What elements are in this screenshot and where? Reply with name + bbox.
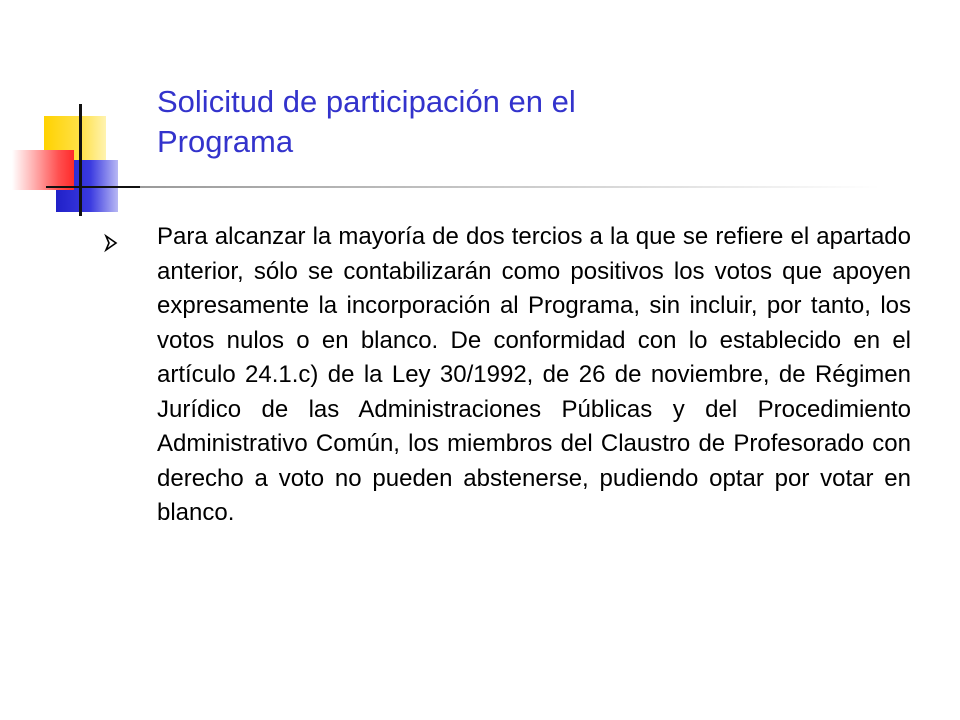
decorative-logo	[0, 0, 140, 230]
title-divider	[140, 186, 880, 188]
logo-horizontal-line	[46, 186, 140, 188]
slide-title: Solicitud de participación en el Programa	[157, 84, 576, 159]
bullet-text: Para alcanzar la mayoría de dos tercios a la que se refiere el apartado anterior, sólo se contabilizarán como positivos los votos que apoyen expresamente la incorporación al Programa, sin incluir, por tanto, los votos nulos o en blanco. De conformidad con lo establecido en el artículo 24.1.c) de la Ley 30/1992, de 26 de noviembre, de Régimen Jurídico de las Administraciones Públicas y del Procedimiento Administrativo Común, los miembros del Claustro de Profesorado con derecho a voto no pueden abstenerse, pudiendo optar por votar en blanco.	[157, 223, 911, 526]
logo-red-square	[12, 150, 74, 190]
arrowhead-bullet-icon	[100, 232, 122, 254]
logo-vertical-line	[79, 104, 82, 216]
